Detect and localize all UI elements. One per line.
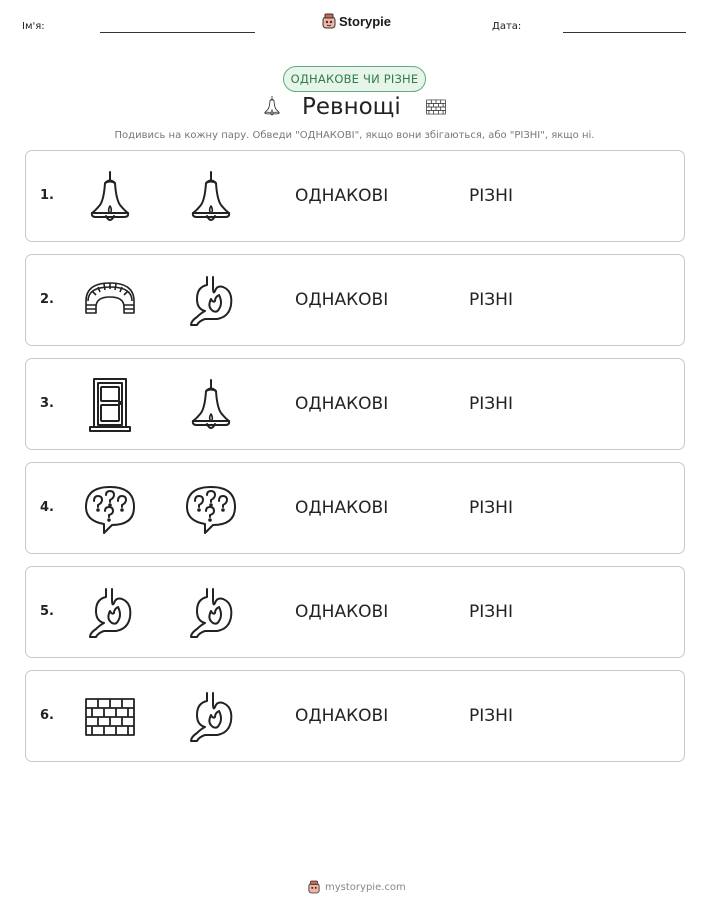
storypie-mascot-icon bbox=[322, 13, 336, 29]
question-bubble-icon bbox=[183, 481, 239, 537]
same-option[interactable]: ОДНАКОВІ bbox=[295, 706, 389, 726]
footer bbox=[308, 880, 406, 894]
stomach-fire-icon bbox=[183, 585, 239, 641]
bell-icon bbox=[82, 169, 138, 225]
stomach-fire-icon bbox=[183, 689, 239, 745]
pair-row-1 bbox=[25, 150, 685, 242]
same-option[interactable]: ОДНАКОВІ bbox=[295, 498, 389, 518]
same-option[interactable]: ОДНАКОВІ bbox=[295, 602, 389, 622]
row-number: 6. bbox=[40, 708, 54, 723]
door-icon bbox=[82, 377, 138, 433]
brand-logo bbox=[322, 13, 391, 29]
brick-wall-icon bbox=[423, 96, 449, 118]
same-option[interactable]: ОДНАКОВІ bbox=[295, 394, 389, 414]
different-option[interactable]: РІЗНІ bbox=[469, 186, 513, 206]
footer-url[interactable]: mystorypie.com bbox=[325, 881, 406, 893]
instructions: Подивись на кожну пару. Обведи "ОДНАКОВІ", якщо вони збігаються, або "РІЗНІ", якщо ні. bbox=[114, 130, 595, 141]
different-option[interactable]: РІЗНІ bbox=[469, 706, 513, 726]
date-field-line[interactable] bbox=[563, 32, 686, 33]
pair-row-2 bbox=[25, 254, 685, 346]
date-label: Дата: bbox=[492, 21, 522, 32]
bell-icon bbox=[183, 377, 239, 433]
brick-wall-icon bbox=[82, 689, 138, 745]
bell-icon bbox=[261, 93, 283, 119]
pair-row-3 bbox=[25, 358, 685, 450]
pair-row-6 bbox=[25, 670, 685, 762]
storypie-mascot-icon bbox=[308, 880, 320, 894]
name-field-line[interactable] bbox=[100, 32, 255, 33]
row-number: 1. bbox=[40, 188, 54, 203]
category-badge: ОДНАКОВЕ ЧИ РІЗНЕ bbox=[283, 66, 426, 92]
pair-row-5 bbox=[25, 566, 685, 658]
brand-name: Storypie bbox=[339, 13, 392, 29]
row-number: 5. bbox=[40, 604, 54, 619]
stomach-fire-icon bbox=[183, 273, 239, 329]
same-option[interactable]: ОДНАКОВІ bbox=[295, 290, 389, 310]
bridge-icon bbox=[82, 273, 138, 329]
row-number: 4. bbox=[40, 500, 54, 515]
page-title: Ревнощі bbox=[302, 94, 401, 120]
same-option[interactable]: ОДНАКОВІ bbox=[295, 186, 389, 206]
title-row bbox=[0, 92, 709, 124]
different-option[interactable]: РІЗНІ bbox=[469, 498, 513, 518]
stomach-fire-icon bbox=[82, 585, 138, 641]
pair-row-4 bbox=[25, 462, 685, 554]
row-number: 3. bbox=[40, 396, 54, 411]
bell-icon bbox=[183, 169, 239, 225]
name-label: Ім'я: bbox=[22, 21, 45, 32]
different-option[interactable]: РІЗНІ bbox=[469, 602, 513, 622]
row-number: 2. bbox=[40, 292, 54, 307]
different-option[interactable]: РІЗНІ bbox=[469, 290, 513, 310]
different-option[interactable]: РІЗНІ bbox=[469, 394, 513, 414]
question-bubble-icon bbox=[82, 481, 138, 537]
